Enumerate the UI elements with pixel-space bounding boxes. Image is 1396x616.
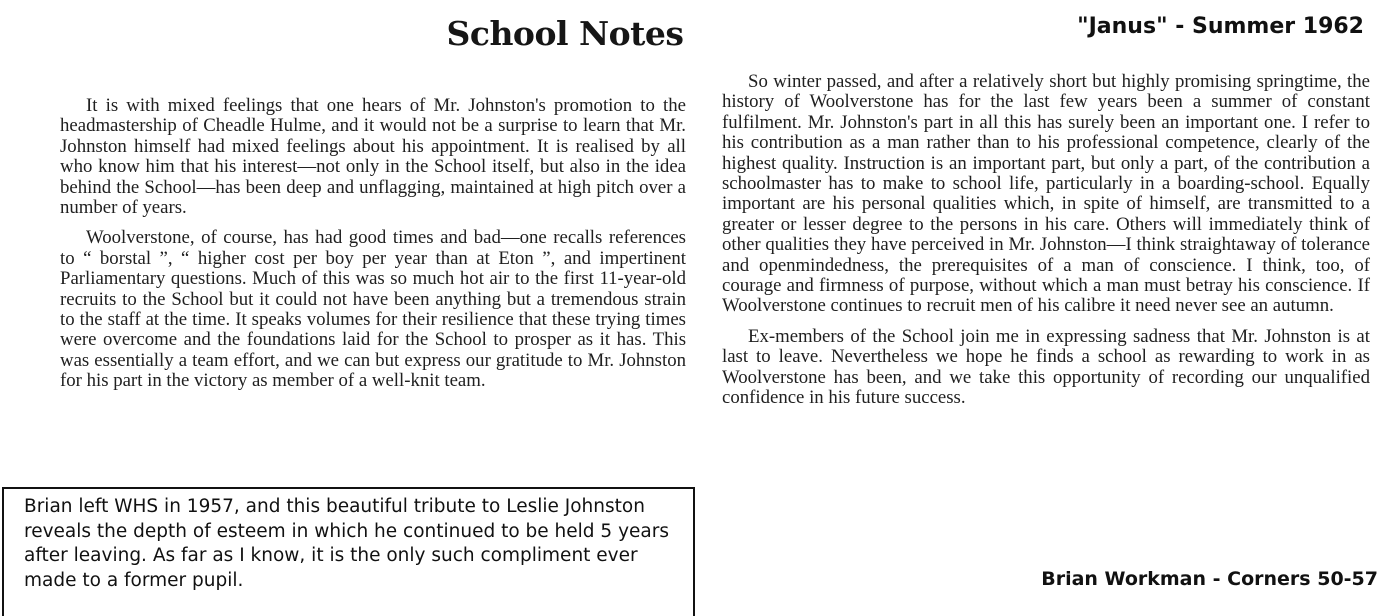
- article-right-column: [722, 72, 1370, 419]
- article-left-column: [60, 96, 686, 402]
- article-paragraph: Ex-members of the School join me in expressing sadness that Mr. Johnston is at last to leave. Nevertheless we hope he finds a school as rewarding to work in as Woolverstone has been, and we take this opportunity of recording our unqualified confidence in his future success.: [722, 325, 1370, 409]
- article-paragraph: It is with mixed feelings that one hears of Mr. Johnston's promotion to the headmastership of Cheadle Hulme, and it would not be a surprise to learn that Mr. Johnston himself had mixed feelings about his appointment. It is realised by all who know him that his interest—not only in the School itself, but also in the idea behind the School—has been deep and unflagging, maintained at high pitch over a number of years.: [60, 95, 686, 219]
- signature: Brian Workman - Corners 50-57: [1041, 568, 1378, 590]
- article-paragraph: Woolverstone, of course, has had good times and bad—one recalls references to “ borstal ”, “ higher cost per boy per year than at Eton ”, and impertinent Parliamentary questions. Much of this was so much hot air to the first 11-year-old recruits to the School but it could not have been anything but a tremendous strain to the staff at the time. It speaks volumes for their resilience that these trying times were overcome and the foundations laid for the School to prosper as it has. This was essentially a team effort, and we can but express our gratitude to Mr. Johnston for his part in the victory as member of a well-knit team.: [60, 227, 686, 392]
- page-title: School Notes: [446, 14, 684, 53]
- article-paragraph: So winter passed, and after a relatively short but highly promising springtime, the history of Woolverstone has for the last few years been a summer of constant fulfilment. Mr. Johnston's part in all this has surely been an important one. I refer to his contribution as a man rather than to his professional competence, clearly of the highest quality. Instruction is an important part, but only a part, of the contribution a schoolmaster has to make to school life, particularly in a boarding-school. Equally important are his personal qualities which, in spite of himself, are transmitted to a greater or lesser degree to the persons in his care. Others will immediately think of other qualities they have perceived in Mr. Johnston—I think straightaway of tolerance and openmindedness, the prerequisites of a man of conscience. I think, too, of courage and firmness of purpose, without which a man must betray his conscience. If Woolverstone continues to recruit men of his calibre it need never see an autumn.: [722, 71, 1370, 317]
- caption-text: Brian left WHS in 1957, and this beautiful tribute to Leslie Johnston reveals the depth of esteem in which he continued to be held 5 years after leaving. As far as I know, it is the only such compliment ever made to a former pupil.: [24, 496, 669, 591]
- source-label: "Janus" - Summer 1962: [1077, 14, 1364, 39]
- caption-box: [2, 487, 695, 616]
